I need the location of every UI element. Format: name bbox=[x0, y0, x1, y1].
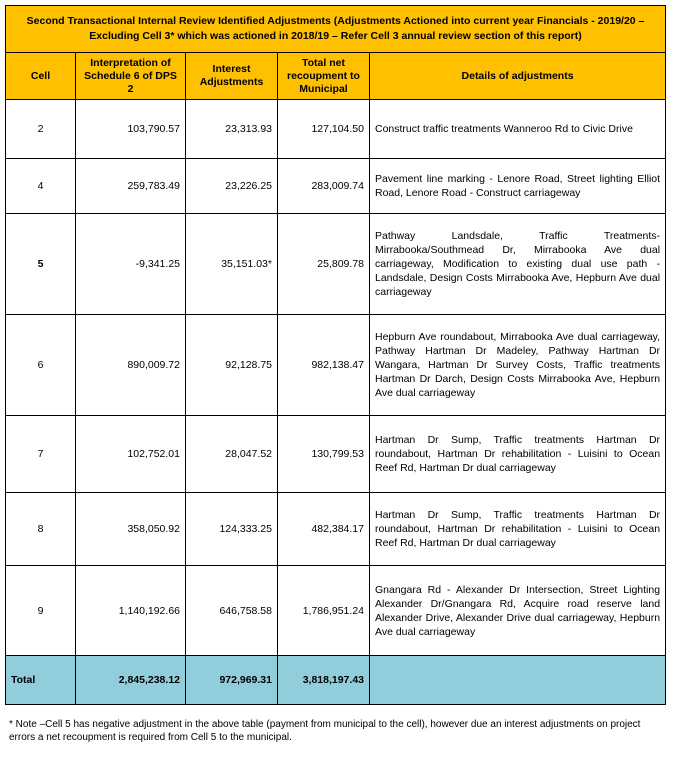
cell-number: 8 bbox=[6, 493, 76, 566]
table-row bbox=[6, 315, 666, 416]
table-row bbox=[6, 159, 666, 214]
details-text: Hepburn Ave roundabout, Mirrabooka Ave dual carriageway, Pathway Hartman Dr Madeley, Pathway Hartman Dr Wangara, Hartman Dr Survey Costs, Traffic treatments Hartman Dr Darch, Design Costs Mirrabooka Ave, Hepburn Ave dual carriageway bbox=[370, 315, 666, 416]
interpretation-value: -9,341.25 bbox=[76, 214, 186, 315]
details-text: Pavement line marking - Lenore Road, Street lighting Elliot Road, Lenore Road - Construct carriageway bbox=[370, 159, 666, 214]
table-row bbox=[6, 100, 666, 159]
details-text: Construct traffic treatments Wanneroo Rd to Civic Drive bbox=[370, 100, 666, 159]
interpretation-value: 890,009.72 bbox=[76, 315, 186, 416]
details-text: Pathway Landsdale, Traffic Treatments- Mirrabooka/Southmead Dr, Mirrabooka Ave dual carriageway, Modification to existing dual use path - Landsdale, Design Costs Mirrabooka Ave, Hepburn Ave dual carriageway bbox=[370, 214, 666, 315]
interpretation-value: 102,752.01 bbox=[76, 416, 186, 493]
header-row bbox=[6, 53, 666, 100]
details-text: Hartman Dr Sump, Traffic treatments Hartman Dr roundabout, Hartman Dr rehabilitation - Luisini to Ocean Reef Rd, Hartman Dr dual carriageway bbox=[370, 416, 666, 493]
interest-value: 28,047.52 bbox=[186, 416, 278, 493]
adjustments-table bbox=[5, 5, 666, 705]
interest-value: 35,151.03* bbox=[186, 214, 278, 315]
total-value: 283,009.74 bbox=[278, 159, 370, 214]
total-label: Total bbox=[6, 656, 76, 705]
table-row bbox=[6, 566, 666, 656]
interpretation-value: 259,783.49 bbox=[76, 159, 186, 214]
interest-value: 23,226.25 bbox=[186, 159, 278, 214]
interpretation-value: 1,140,192.66 bbox=[76, 566, 186, 656]
total-value: 130,799.53 bbox=[278, 416, 370, 493]
interest-value: 92,128.75 bbox=[186, 315, 278, 416]
total-value: 1,786,951.24 bbox=[278, 566, 370, 656]
details-text: Hartman Dr Sump, Traffic treatments Hartman Dr roundabout, Hartman Dr rehabilitation - Luisini to Ocean Reef Rd, Hartman Dr dual carriageway bbox=[370, 493, 666, 566]
interest-value: 23,313.93 bbox=[186, 100, 278, 159]
table-row bbox=[6, 214, 666, 315]
total-value: 127,104.50 bbox=[278, 100, 370, 159]
col-header-cell: Cell bbox=[6, 53, 76, 100]
total-interpretation: 2,845,238.12 bbox=[76, 656, 186, 705]
title-row bbox=[6, 6, 666, 53]
total-value: 482,384.17 bbox=[278, 493, 370, 566]
total-value: 982,138.47 bbox=[278, 315, 370, 416]
table-row bbox=[6, 493, 666, 566]
details-text: Gnangara Rd - Alexander Dr Intersection, Street Lighting Alexander Dr/Gnangara Rd, Acquire road reserve land Alexander Drive, Alexander Drive dual carriageway, Hepburn Ave dual carriageway bbox=[370, 566, 666, 656]
interest-value: 646,758.58 bbox=[186, 566, 278, 656]
cell-number: 6 bbox=[6, 315, 76, 416]
cell-number: 4 bbox=[6, 159, 76, 214]
col-header-total: Total net recoupment to Municipal bbox=[278, 53, 370, 100]
total-net: 3,818,197.43 bbox=[278, 656, 370, 705]
cell-number: 7 bbox=[6, 416, 76, 493]
cell-number: 9 bbox=[6, 566, 76, 656]
col-header-interest: Interest Adjustments bbox=[186, 53, 278, 100]
total-value: 25,809.78 bbox=[278, 214, 370, 315]
footnote: * Note –Cell 5 has negative adjustment in the above table (payment from municipal to the cell), however due an interest adjustments on project errors a net recoupment is required from Cell 5 to the municipal. bbox=[9, 719, 641, 743]
total-interest: 972,969.31 bbox=[186, 656, 278, 705]
table-title: Second Transactional Internal Review Identified Adjustments (Adjustments Actioned into current year Financials - 2019/20 – Excluding Cell 3* which was actioned in 2018/19 – Refer Cell 3 annual review section of this report) bbox=[6, 6, 666, 53]
cell-number: 2 bbox=[6, 100, 76, 159]
total-row bbox=[6, 656, 666, 705]
col-header-details: Details of adjustments bbox=[370, 53, 666, 100]
interest-value: 124,333.25 bbox=[186, 493, 278, 566]
total-details bbox=[370, 656, 666, 705]
cell-number: 5 bbox=[6, 214, 76, 315]
table-row bbox=[6, 416, 666, 493]
interpretation-value: 358,050.92 bbox=[76, 493, 186, 566]
col-header-interpretation: Interpretation of Schedule 6 of DPS 2 bbox=[76, 53, 186, 100]
interpretation-value: 103,790.57 bbox=[76, 100, 186, 159]
